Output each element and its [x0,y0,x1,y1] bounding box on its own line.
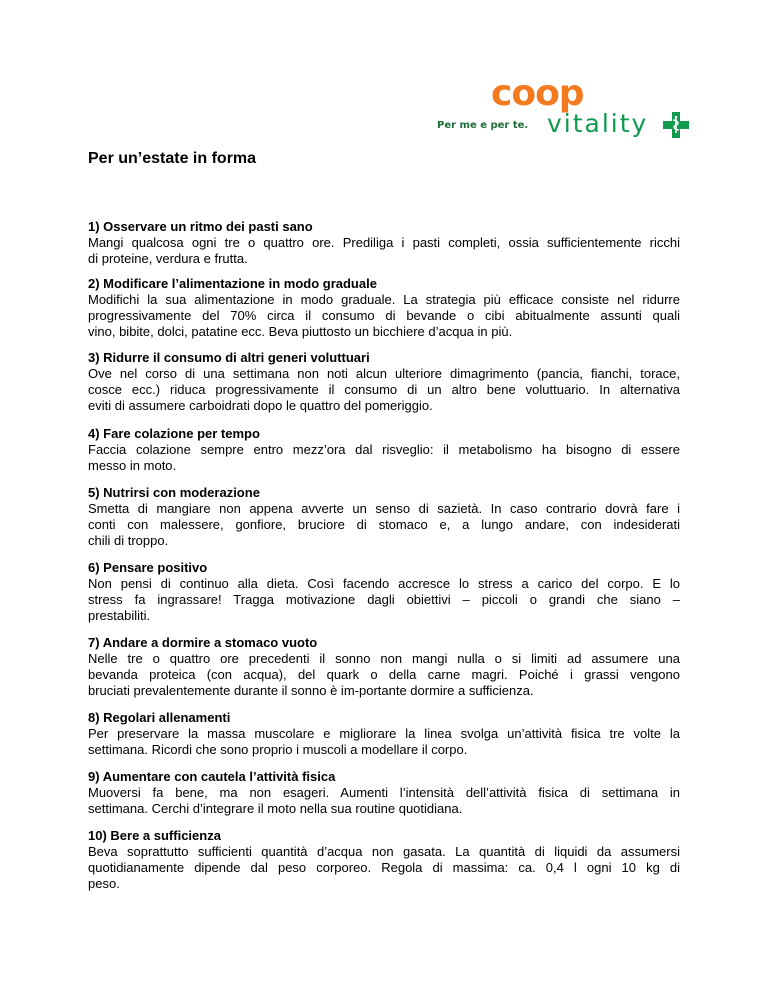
section-heading: 10) Bere a sufficienza [88,828,221,843]
section-9 [88,769,680,817]
body-line: quotidianamente dipende dal peso corporeo. Regola di massima: ca. 0,4 l ogni 10 kg di [88,860,680,875]
section-body [88,442,680,474]
body-line: Non pensi di continuo alla dieta. Così facendo accresce lo stress a carico del corpo. E lo [88,576,680,591]
section-7 [88,635,680,699]
section-body [88,785,680,817]
section-heading: 3) Ridurre il consumo di altri generi voluttuari [88,350,370,365]
body-line: peso. [88,876,120,891]
section-body [88,651,680,699]
caduceus-cross-icon [663,112,689,138]
section-heading: 8) Regolari allenamenti [88,710,231,725]
body-line: di proteine, verdura e frutta. [88,251,248,266]
page-title: Per un’estate in forma [88,150,257,167]
body-line: Smetta di mangiare non appena avverte un senso di sazietà. In caso contrario dovrà fare i [88,501,680,516]
coop-vitality-logo [437,72,703,144]
section-heading: 6) Pensare positivo [88,560,208,575]
body-line: Nelle tre o quattro ore precedenti il sonno non mangi nulla o si limiti ad assumere una [88,651,680,666]
section-body [88,726,680,758]
body-line: settimana. Cerchi d’integrare il moto nella sua routine quotidiana. [88,801,463,816]
body-line: eviti di assumere carboidrati dopo le quattro del pomeriggio. [88,398,433,413]
body-line: Modifichi la sua alimentazione in modo graduale. La strategia più efficace consiste nel ridurre [88,292,680,307]
body-line: Muoversi fa bene, ma non esageri. Aumenti l’intensità dell’attività fisica di settimana in [88,785,680,800]
logo-tagline: Per me e per te. [437,120,529,131]
body-line: Faccia colazione sempre entro mezz’ora dal risveglio: il metabolismo ha bisogno di essere [88,442,680,457]
section-heading: 4) Fare colazione per tempo [88,426,260,441]
section-1 [88,219,680,267]
section-heading: 2) Modificare l’alimentazione in modo graduale [88,276,377,291]
section-heading: 1) Osservare un ritmo dei pasti sano [88,219,313,234]
section-body [88,235,680,267]
body-line: conti con malessere, gonfiore, bruciore di stomaco e, a lungo andare, con indesiderati [88,517,680,532]
section-body [88,366,680,414]
section-3 [88,350,680,414]
section-body [88,844,680,892]
body-line: cosce ecc.) riduca progressivamente il consumo di un altro bene voluttuario. In alternativa [88,382,680,397]
body-line: prestabiliti. [88,608,151,623]
section-6 [88,560,680,624]
body-line: Beva soprattutto sufficienti quantità d’acqua non gasata. La quantità di liquidi da assumersi [88,844,680,859]
section-5 [88,485,680,549]
section-heading: 9) Aumentare con cautela l’attività fisica [88,769,336,784]
logo-product: vitality [547,109,649,138]
body-line: Mangi qualcosa ogni tre o quattro ore. Prediliga i pasti completi, ossia sufficientemente ricchi [88,235,680,250]
section-4 [88,426,680,474]
body-line: chili di troppo. [88,533,169,548]
section-10 [88,828,680,892]
section-8 [88,710,680,758]
section-body [88,501,680,549]
body-line: stress fa ingrassare! Tragga motivazione dagli obiettivi – piccoli o grandi che siano – [88,592,680,607]
body-line: Per preservare la massa muscolare e migliorare la linea svolga un’attività fisica tre volte la [88,726,680,741]
logo-brand: coop [491,73,584,114]
body-line: bruciati prevalentemente durante il sonno è im-portante dormire a sufficienza. [88,683,534,698]
section-2 [88,276,680,340]
body-line: Ove nel corso di una settimana non noti alcun ulteriore dimagrimento (pancia, fianchi, torace, [88,366,680,381]
body-line: progressivamente del 70% circa il consumo di bevande o cibi abitualmente assunti quali [88,308,680,323]
body-line: vino, bibite, dolci, patatine ecc. Beva piuttosto un bicchiere d’acqua in più. [88,324,513,339]
body-line: messo in moto. [88,458,177,473]
section-heading: 7) Andare a dormire a stomaco vuoto [88,635,318,650]
section-body [88,292,680,340]
section-body [88,576,680,624]
body-line: settimana. Ricordi che sono proprio i muscoli a modellare il corpo. [88,742,468,757]
body-line: bevanda proteica (con acqua), del quark o della carne magri. Poiché i grassi vengono [88,667,680,682]
section-heading: 5) Nutrirsi con moderazione [88,485,260,500]
